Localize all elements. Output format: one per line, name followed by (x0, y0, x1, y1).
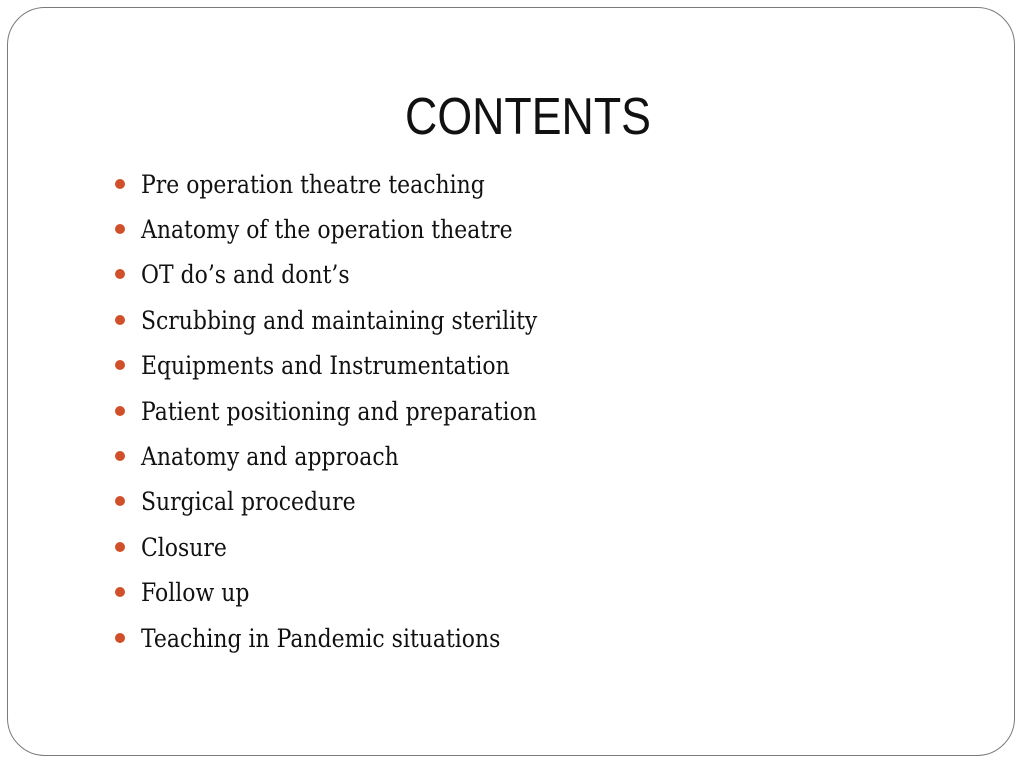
list-item-text: Scrubbing and maintaining sterility (141, 305, 538, 336)
list-item-text: Anatomy and approach (141, 442, 399, 473)
list-item (112, 434, 602, 479)
list-item (112, 162, 602, 207)
bullet-icon (115, 451, 125, 461)
bullet-icon (115, 360, 125, 370)
list-item-text: Pre operation theatre teaching (141, 169, 485, 200)
bullet-icon (115, 542, 125, 552)
list-item (112, 298, 602, 343)
contents-list (112, 162, 602, 661)
bullet-icon (115, 224, 125, 234)
bullet-icon (115, 179, 125, 189)
bullet-icon (115, 633, 125, 643)
list-item (112, 344, 602, 389)
bullet-icon (115, 315, 125, 325)
bullet-icon (115, 587, 125, 597)
list-item-text: Follow up (141, 578, 250, 609)
list-item-text: Surgical procedure (141, 487, 356, 518)
list-item (112, 389, 602, 434)
list-item (112, 207, 602, 252)
bullet-icon (115, 406, 125, 416)
list-item-text: OT do’s and dont’s (141, 260, 350, 291)
bullet-icon (115, 496, 125, 506)
list-item (112, 480, 602, 525)
list-item-text: Anatomy of the operation theatre (141, 215, 513, 246)
slide-title: CONTENTS (405, 88, 651, 146)
list-item (112, 525, 602, 570)
bullet-icon (115, 269, 125, 279)
list-item-text: Closure (141, 532, 227, 563)
list-item (112, 571, 602, 616)
list-item (112, 253, 602, 298)
list-item (112, 616, 602, 661)
list-item-text: Equipments and Instrumentation (141, 351, 510, 382)
list-item-text: Teaching in Pandemic situations (141, 623, 501, 654)
list-item-text: Patient positioning and preparation (141, 396, 537, 427)
